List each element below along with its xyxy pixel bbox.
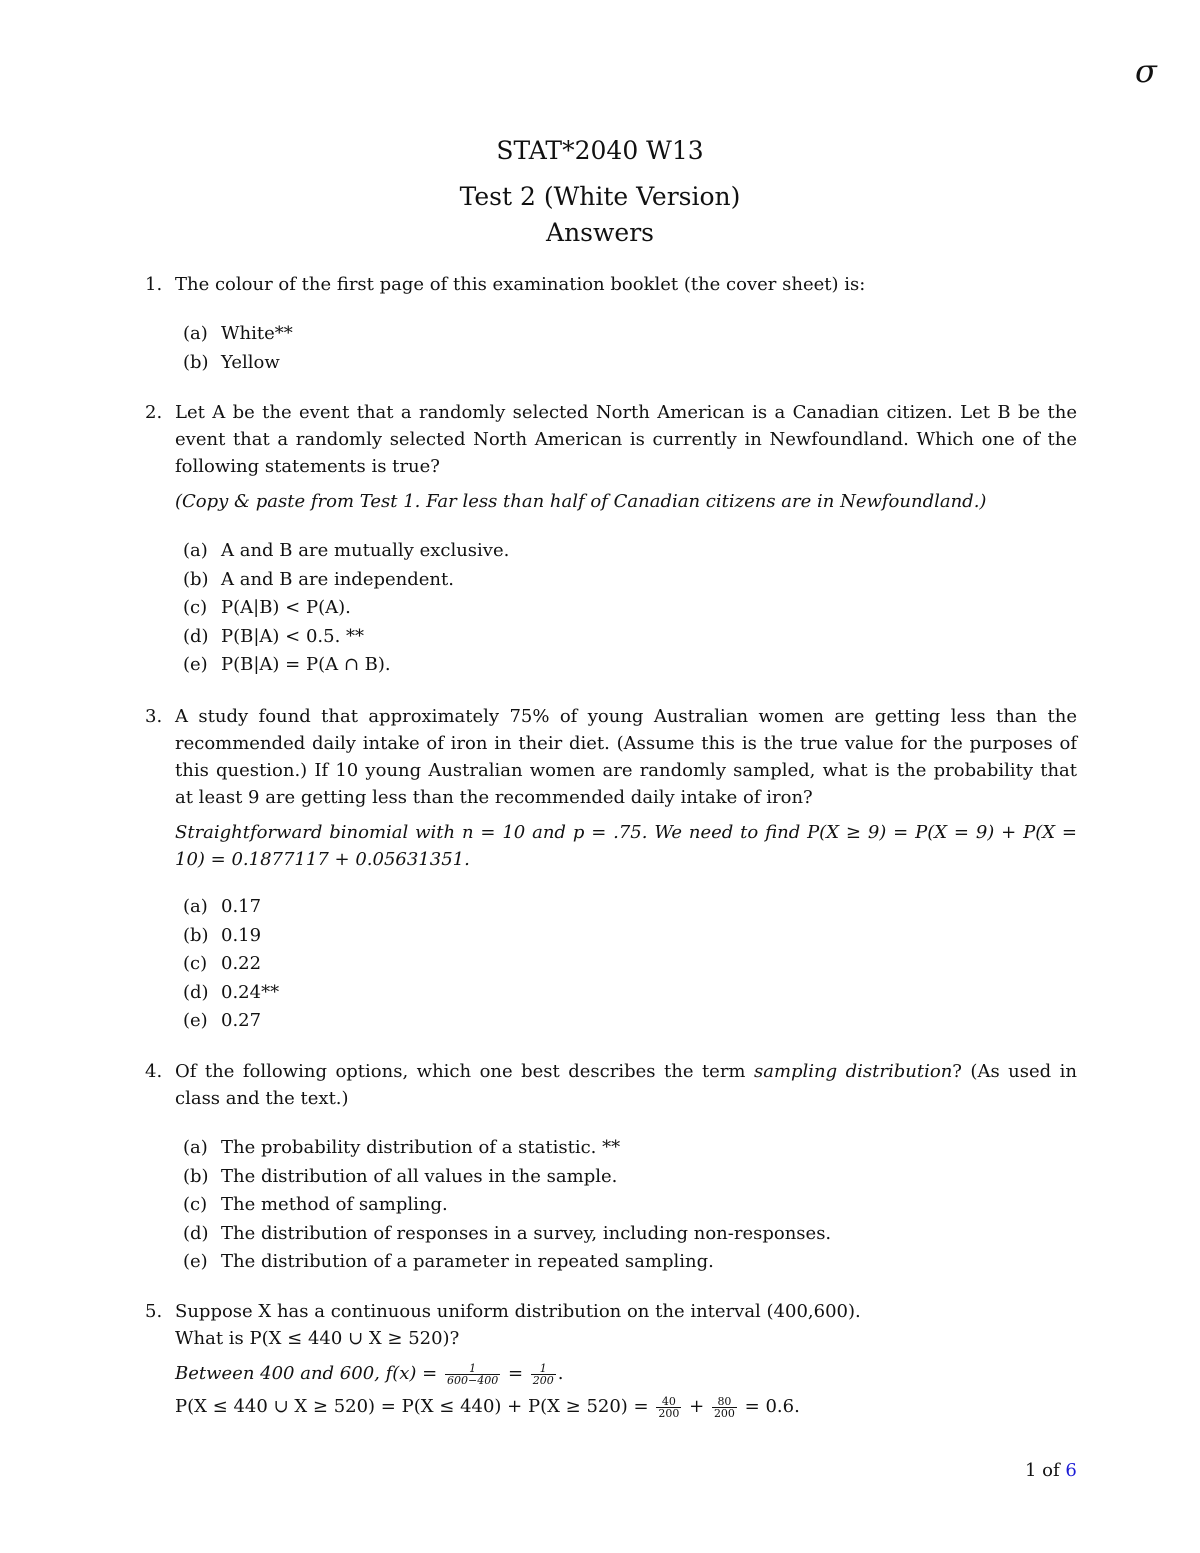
emphasized-term: sampling distribution xyxy=(753,1061,953,1082)
fraction: $\frac{1}{600-400}$ xyxy=(446,1361,499,1387)
option-a: (a) White** xyxy=(183,323,293,344)
page-counter xyxy=(1025,1460,1077,1481)
option-c: (c) 0.22 xyxy=(183,953,262,974)
option-e: (e) 0.27 xyxy=(183,1010,262,1031)
sigma-logo-icon: σ xyxy=(1135,52,1157,90)
question-number: 2. xyxy=(145,402,163,423)
question-4 xyxy=(145,1058,1077,1112)
option-b: (b) A and B are independent. xyxy=(183,568,454,590)
answer-note-density: Between 400 and 600, f(x) = $\frac{1}{600-400}$ = $\frac{1}{200}$ . xyxy=(175,1361,564,1387)
option-c: (c) The method of sampling. xyxy=(183,1194,448,1215)
fraction: $\frac{1}{200}$ xyxy=(532,1361,554,1387)
answer-note: (Copy & paste from Test 1. Far less than half of Canadian citizens are in Newfoundland.) xyxy=(175,491,987,512)
question-text: Let A be the event that a randomly selected North American is a Canadian citizen. Let B be the event that a randomly selected North American is currently in Newfoundland. Which one of the following statements is true? xyxy=(175,402,1077,477)
question-2-options xyxy=(183,537,509,680)
question-number: 5. xyxy=(145,1301,163,1322)
question-5 xyxy=(145,1298,1077,1424)
answer-computation: P(X ≤ 440 ∪ X ≥ 520) = P(X ≤ 440) + P(X ≥ 520) = $\frac{40}{200}$ + $\frac{80}{200}$ = 0.6. xyxy=(175,1394,800,1420)
option-a: (a) 0.17 xyxy=(183,896,262,917)
question-text-line-1: Suppose X has a continuous uniform distribution on the interval (400,600). xyxy=(175,1301,861,1322)
option-a: (a) A and B are mutually exclusive. xyxy=(183,540,510,561)
course-title: STAT*2040 W13 xyxy=(496,136,704,165)
question-number: 3. xyxy=(145,706,163,727)
option-e: (e) The distribution of a parameter in repeated sampling. xyxy=(183,1251,714,1272)
fraction: $\frac{40}{200}$ xyxy=(658,1394,680,1420)
question-number: 4. xyxy=(145,1061,163,1082)
option-d: (d) The distribution of responses in a survey, including non-responses. xyxy=(183,1222,832,1244)
total-pages-link[interactable]: 6 xyxy=(1065,1460,1077,1481)
question-1 xyxy=(145,271,1077,298)
option-b: (b) The distribution of all values in the sample. xyxy=(183,1165,618,1187)
question-number: 1. xyxy=(145,274,163,295)
answers-subtitle: Answers xyxy=(546,218,654,247)
question-3-options xyxy=(183,893,279,1036)
fraction: $\frac{80}{200}$ xyxy=(713,1394,735,1420)
option-e: (e) P(B|A) = P(A ∩ B). xyxy=(183,654,391,675)
question-3 xyxy=(145,703,1077,873)
option-c: (c) P(A|B) < P(A). xyxy=(183,597,351,618)
page-counter-prefix: 1 of xyxy=(1025,1460,1060,1481)
option-a: (a) The probability distribution of a statistic. ** xyxy=(183,1137,621,1158)
test-title: Test 2 (White Version) xyxy=(459,182,741,211)
question-2 xyxy=(145,399,1077,515)
answer-note: Straightforward binomial with n = 10 and p = .75. We need to find P(X ≥ 9) = P(X = 9) + P(X = 10) = 0.1877117 + 0.05631351. xyxy=(175,822,1077,870)
question-text: Of the following options, which one best describes the term sampling distribution? (As used in class and the text.) xyxy=(175,1061,1077,1109)
question-1-options xyxy=(183,320,293,377)
question-text-line-2: What is P(X ≤ 440 ∪ X ≥ 520)? xyxy=(175,1328,460,1349)
option-b: (b) 0.19 xyxy=(183,924,262,946)
option-d: (d) P(B|A) < 0.5. ** xyxy=(183,625,365,647)
question-text: A study found that approximately 75% of young Australian women are getting less than the recommended daily intake of iron in their diet. (Assume this is the true value for the purposes of this question.) If 10 young Australian women are randomly sampled, what is the probability that at least 9 are getting less than the recommended daily intake of iron? xyxy=(175,706,1077,808)
question-4-options xyxy=(183,1134,831,1277)
option-d: (d) 0.24** xyxy=(183,981,280,1003)
option-b: (b) Yellow xyxy=(183,351,280,373)
question-text: The colour of the first page of this examination booklet (the cover sheet) is: xyxy=(175,274,866,295)
